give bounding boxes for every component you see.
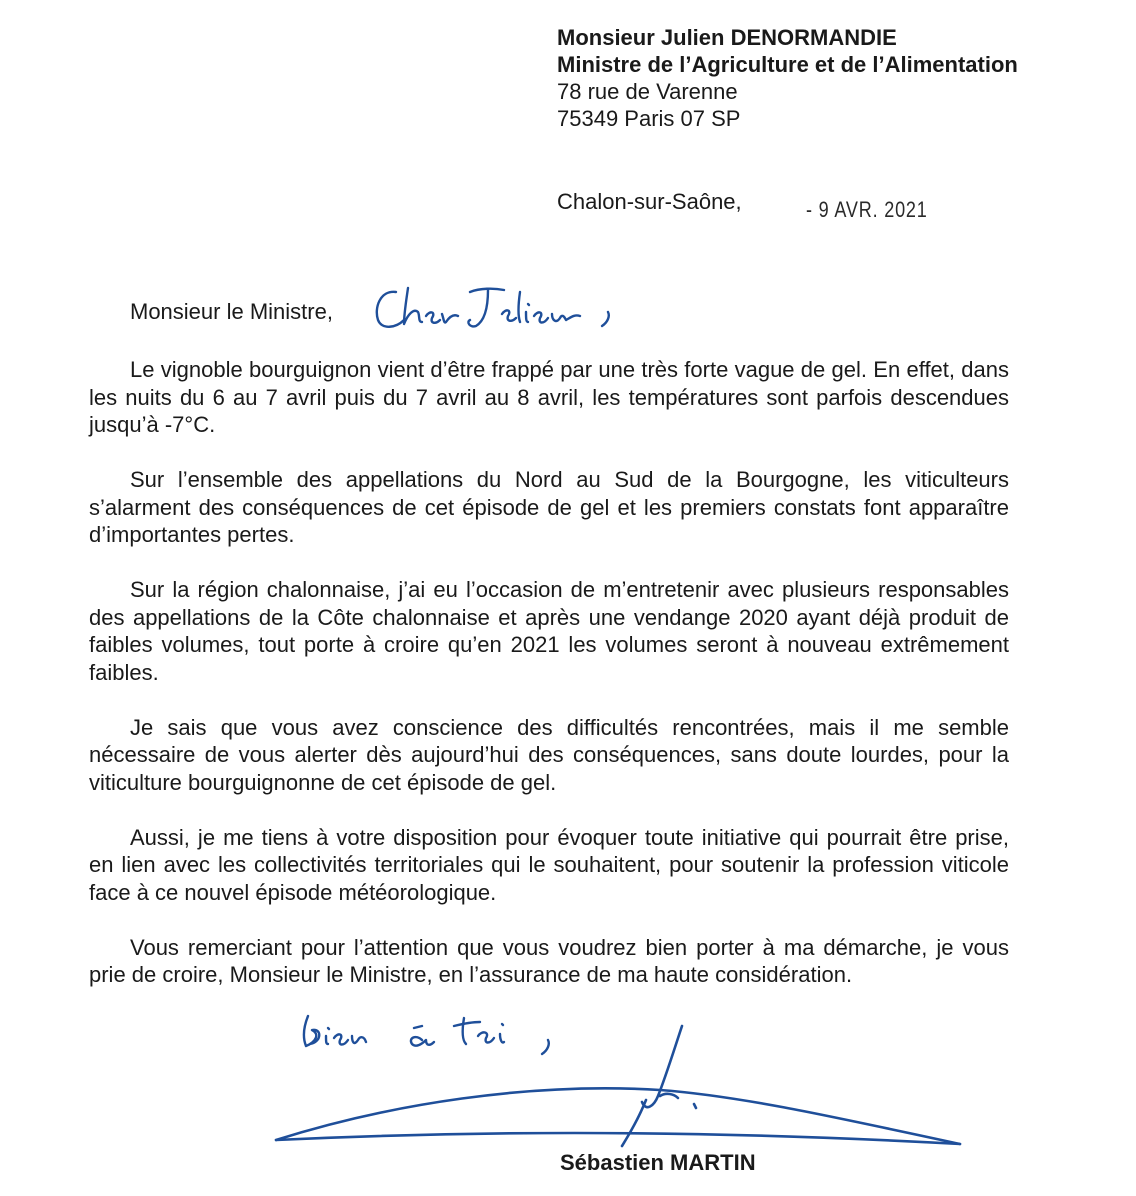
letter-place: Chalon-sur-Saône,: [557, 189, 742, 214]
paragraph: Aussi, je me tiens à votre disposition pour évoquer toute initiative qui pourrait être prise, en lien avec les collectivités territoriales qui le souhaitent, pour soutenir la profession viticole face à ce nouvel épisode météorologique.: [89, 824, 1009, 905]
recipient-role: Ministre de l’Agriculture et de l’Alimentation: [557, 52, 1018, 77]
paragraph: Sur l’ensemble des appellations du Nord au Sud de la Bourgogne, les viticulteurs s’alarment des conséquences de cet épisode de gel et les premiers constats font apparaître d’importantes pertes.: [89, 467, 1009, 547]
recipient-city: 75349 Paris 07 SP: [557, 106, 741, 131]
signer-name: Sébastien MARTIN: [560, 1150, 756, 1175]
handwritten-greeting: [370, 278, 630, 338]
salutation: Monsieur le Ministre,: [130, 299, 333, 324]
signature: [270, 1020, 970, 1160]
paragraph: Je sais que vous avez conscience des difficultés rencontrées, mais il me semble nécessaire de vous alerter dès aujourd’hui des conséquences, sans doute lourdes, pour la viticulture bourguignonne de cet épisode de gel.: [89, 714, 1009, 795]
paragraph: Vous remerciant pour l’attention que vous voudrez bien porter à ma démarche, je vous prie de croire, Monsieur le Ministre, en l’assurance de ma haute considération.: [89, 934, 1009, 987]
recipient-name: Monsieur Julien DENORMANDIE: [557, 25, 897, 50]
paragraph: Le vignoble bourguignon vient d’être frappé par une très forte vague de gel. En effet, dans les nuits du 6 au 7 avril puis du 7 avril au 8 avril, les températures sont parfois descendues jusqu’à -7°C.: [89, 357, 1009, 437]
date-stamp: - 9 AVR. 2021: [806, 197, 928, 222]
letter-body: [89, 356, 1009, 1016]
recipient-block: [557, 24, 1018, 132]
paragraph: Sur la région chalonnaise, j’ai eu l’occasion de m’entretenir avec plusieurs responsables des appellations de la Côte chalonnaise et après une vendange 2020 ayant déjà produit de faibles volumes, tout porte à croire qu’en 2021 les volumes seront à nouveau extrêmement faibles.: [89, 577, 1009, 685]
recipient-street: 78 rue de Varenne: [557, 79, 738, 104]
